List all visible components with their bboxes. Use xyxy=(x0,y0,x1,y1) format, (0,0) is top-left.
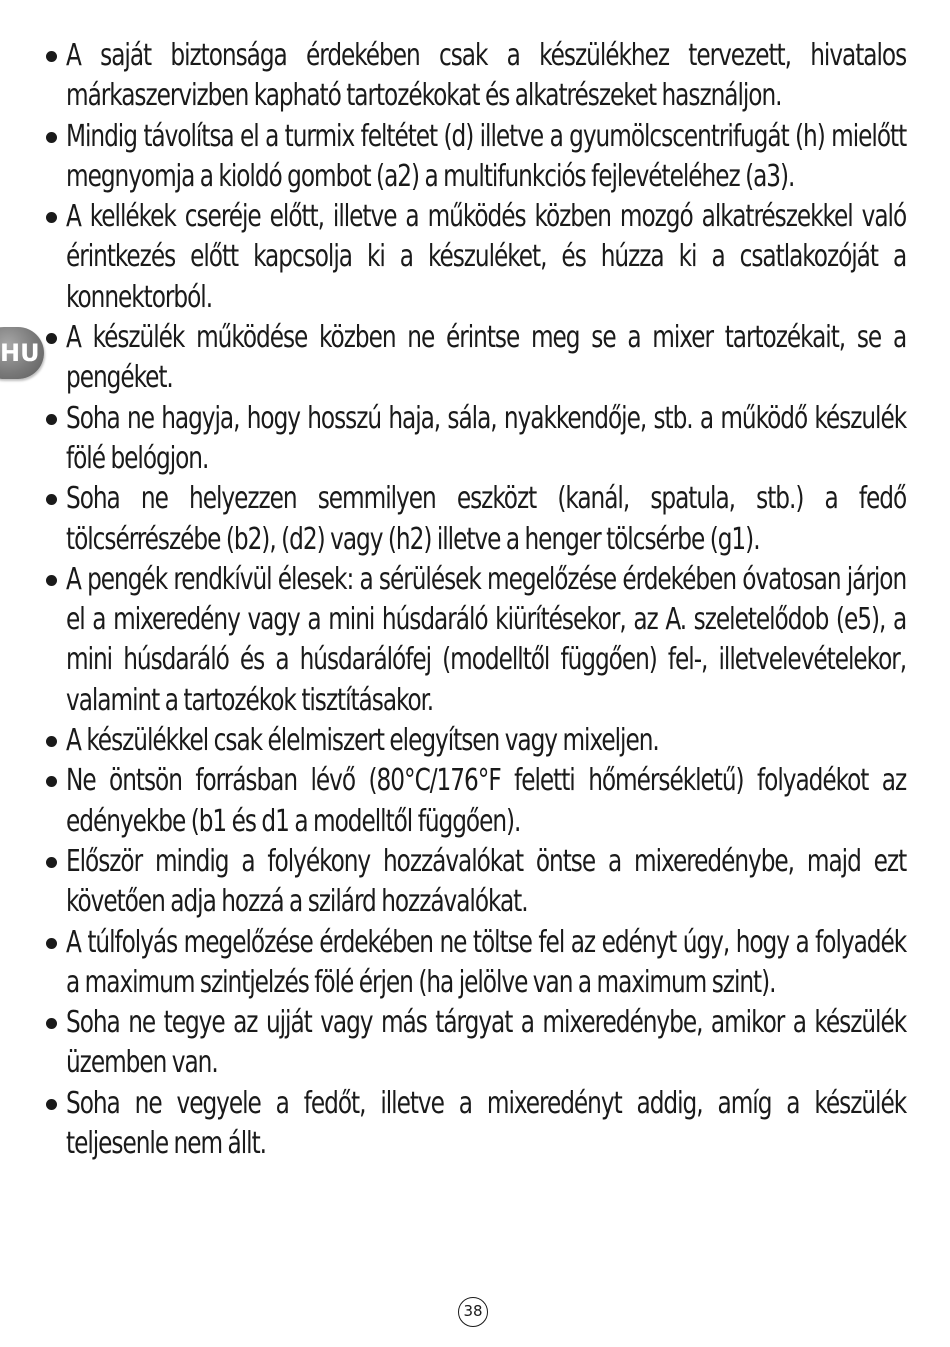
list-item xyxy=(46,761,906,842)
list-item xyxy=(46,721,906,761)
list-item xyxy=(46,36,906,117)
list-item-text: A készülék működése közben ne érintse meg se a mixer tartozékait, se a pengéket. xyxy=(66,320,907,396)
list-item xyxy=(46,1084,906,1165)
safety-instructions-list xyxy=(46,36,906,1164)
list-item-text: Soha ne helyezzen semmilyen eszközt (kanál, spatula, stb.) a fedő tölcsérrészébe (b2), (d2) vagy (h2) illetve a henger tölcsérbe (g1). xyxy=(66,481,907,557)
list-item-text: A túlfolyás megelőzése érdekében ne töltse fel az edényt úgy, hogy a folyadék a maximum szintjelzés fölé érjen (ha jelölve van a maximum szint). xyxy=(66,924,907,1000)
language-tab xyxy=(0,327,44,379)
list-item xyxy=(46,1003,906,1084)
page-number: 38 xyxy=(458,1297,488,1327)
list-item-text: Ne öntsön forrásban lévő (80°C/176°F feletti hőmérsékletű) folyadékot az edényekbe (b1 és d1 a modelltől függően). xyxy=(66,763,907,839)
list-item xyxy=(46,923,906,1004)
list-item xyxy=(46,117,906,198)
list-item-text: A készülékkel csak élelmiszert elegyítsen vagy mixeljen. xyxy=(66,723,659,759)
list-item xyxy=(46,842,906,923)
list-item xyxy=(46,560,906,721)
list-item-text: A saját biztonsága érdekében csak a készülékhez tervezett, hivatalos márkaszervizben kapható tartozékokat és alkatrészeket használjon. xyxy=(66,38,907,114)
list-item-text: A pengék rendkívül élesek: a sérülések megelőzése érdekében óvatosan járjon el a mixeredény vagy a mini húsdaráló kiürítésekor, az A. szeletelődob (e5), a mini húsdaráló és a húsdarálófej (modelltől függően) fel-, illetvelevételekor, valamint a tartozékok tisztításakor. xyxy=(66,561,907,718)
list-item-text: Soha ne tegye az ujját vagy más tárgyat a mixeredénybe, amikor a készülék üzemben van. xyxy=(66,1005,907,1081)
list-item xyxy=(46,479,906,560)
list-item xyxy=(46,399,906,480)
list-item-text: Mindig távolítsa el a turmix feltétet (d) illetve a gyumölcscentrifugát (h) mielőtt megnyomja a kioldó gombot (a2) a multifunkciós fejlevételéhez (a3). xyxy=(66,118,907,194)
list-item xyxy=(46,318,906,399)
list-item-text: A kellékek cseréje előtt, illetve a működés közben mozgó alkatrészekkel való érintkezés előtt kapcsolja ki a készuléket, és húzza ki a csatlakozóját a konnektorból. xyxy=(66,199,907,315)
language-tab-label: HU xyxy=(0,339,40,367)
list-item-text: Soha ne vegyele a fedőt, illetve a mixeredényt addig, amíg a készülék teljesenle nem állt. xyxy=(66,1085,907,1162)
list-item xyxy=(46,197,906,318)
list-item-text: Először mindig a folyékony hozzávalókat öntse a mixeredénybe, majd ezt követően adja hozzá a szilárd hozzávalókat. xyxy=(66,843,907,920)
list-item-text: Soha ne hagyja, hogy hosszú haja, sála, nyakkendője, stb. a működő készulék fölé belógjon. xyxy=(66,400,907,476)
